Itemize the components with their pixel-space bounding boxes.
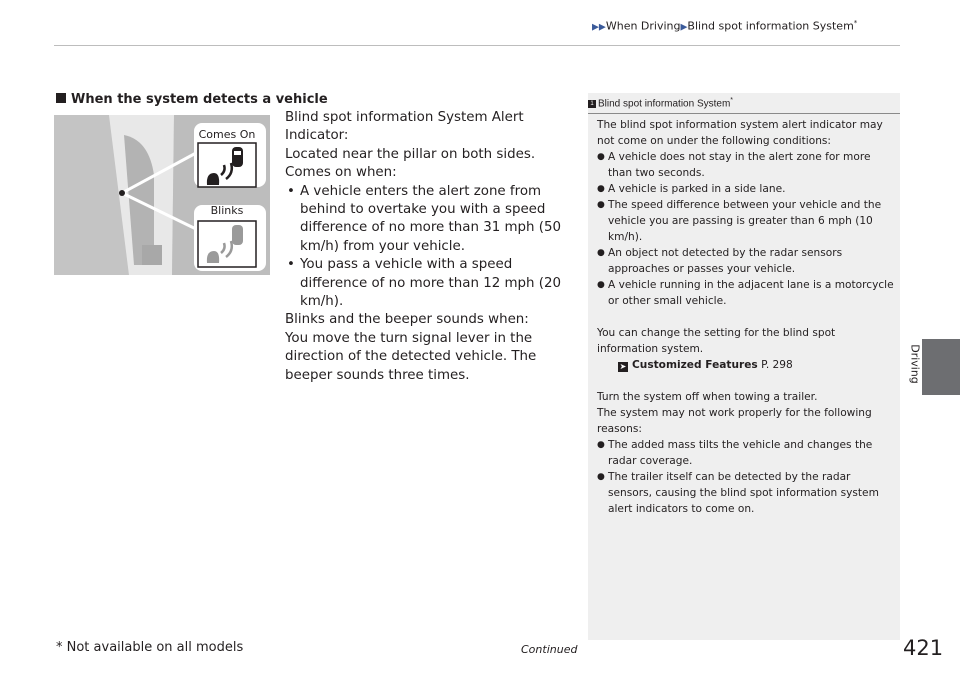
breadcrumb <box>592 19 922 33</box>
cross-reference-arrow-icon: ➤ <box>619 362 627 371</box>
header-rule <box>54 45 900 46</box>
footnote: * Not available on all models <box>56 640 244 655</box>
section-heading <box>56 92 328 107</box>
bullet-item: • A vehicle enters the alert zone from behind to overtake you with a speed difference of no more than 31 mph (50 km/h) from your vehicle. <box>285 183 573 257</box>
cross-reference-link[interactable]: Customized Features <box>632 359 758 371</box>
indicator-comes-on-icon <box>198 143 256 187</box>
figure-illustration <box>54 115 270 275</box>
cross-reference[interactable] <box>597 357 894 373</box>
breadcrumb-arrow-icon: ▶▶ <box>592 22 606 33</box>
note-icon: 1 <box>588 100 596 108</box>
towing-text: Turn the system off when towing a trailer. <box>597 391 818 403</box>
settings-text: You can change the setting for the blind spot information system. <box>597 327 836 355</box>
side-tab <box>922 339 960 395</box>
comes-on-when-text: Comes on when: <box>285 165 397 181</box>
notes-bullet: ● A vehicle does not stay in the alert zone for more than two seconds. <box>597 149 894 181</box>
breadcrumb-item-blind-spot[interactable]: Blind spot information System <box>687 19 854 33</box>
towing-reasons-text: The system may not work properly for the following reasons: <box>597 407 872 435</box>
blinks-when-text: Blinks and the beeper sounds when: <box>285 312 529 328</box>
notes-intro: The blind spot information system alert indicator may not come on under the following conditions: <box>597 119 883 147</box>
notes-title-text: Blind spot information System <box>598 98 731 110</box>
label-comes-on: Comes On <box>198 128 256 141</box>
asterisk: * <box>730 97 734 104</box>
spacer <box>597 309 894 325</box>
notes-bullet: ● The trailer itself can be detected by the radar sensors, causing the blind spot information system alert indicators to come on. <box>597 469 894 517</box>
turn-signal-text: You move the turn signal lever in the direction of the detected vehicle. The beeper sounds three times. <box>285 330 537 383</box>
alert-indicator-title: Blind spot information System Alert Indicator: <box>285 110 524 144</box>
square-bullet-icon <box>56 93 66 103</box>
label-blinks: Blinks <box>210 204 244 217</box>
notes-bullet: ● A vehicle is parked in a side lane. <box>597 181 894 197</box>
asterisk: * <box>853 19 858 27</box>
notes-bullet: ● An object not detected by the radar sensors approaches or passes your vehicle. <box>597 245 894 277</box>
notes-bullet: ● A vehicle running in the adjacent lane is a motorcycle or other small vehicle. <box>597 277 894 309</box>
cross-reference-page: P. 298 <box>757 359 793 371</box>
notes-body <box>597 117 894 517</box>
breadcrumb-item-when-driving[interactable]: When Driving <box>605 19 681 33</box>
main-text <box>285 109 573 385</box>
notes-rule <box>588 113 900 114</box>
bullet-item: • You pass a vehicle with a speed difference of no more than 12 mph (20 km/h). <box>285 256 573 311</box>
breadcrumb-arrow-icon: ▶ <box>680 22 688 33</box>
mirror-indicator-figure <box>54 115 270 275</box>
section-heading-text: When the system detects a vehicle <box>71 92 328 107</box>
indicator-blinks-icon <box>198 221 256 267</box>
notes-bullet: ● The added mass tilts the vehicle and changes the radar coverage. <box>597 437 894 469</box>
side-tab-label: Driving <box>908 344 922 384</box>
notes-bullet: ● The speed difference between your vehicle and the vehicle you are passing is greater than 6 mph (10 km/h). <box>597 197 894 245</box>
notes-title <box>588 97 900 109</box>
continued-label: Continued <box>521 643 578 656</box>
page-number: 421 <box>903 636 944 660</box>
location-text: Located near the pillar on both sides. <box>285 146 536 162</box>
spacer <box>597 373 894 389</box>
notes-panel <box>588 93 900 640</box>
